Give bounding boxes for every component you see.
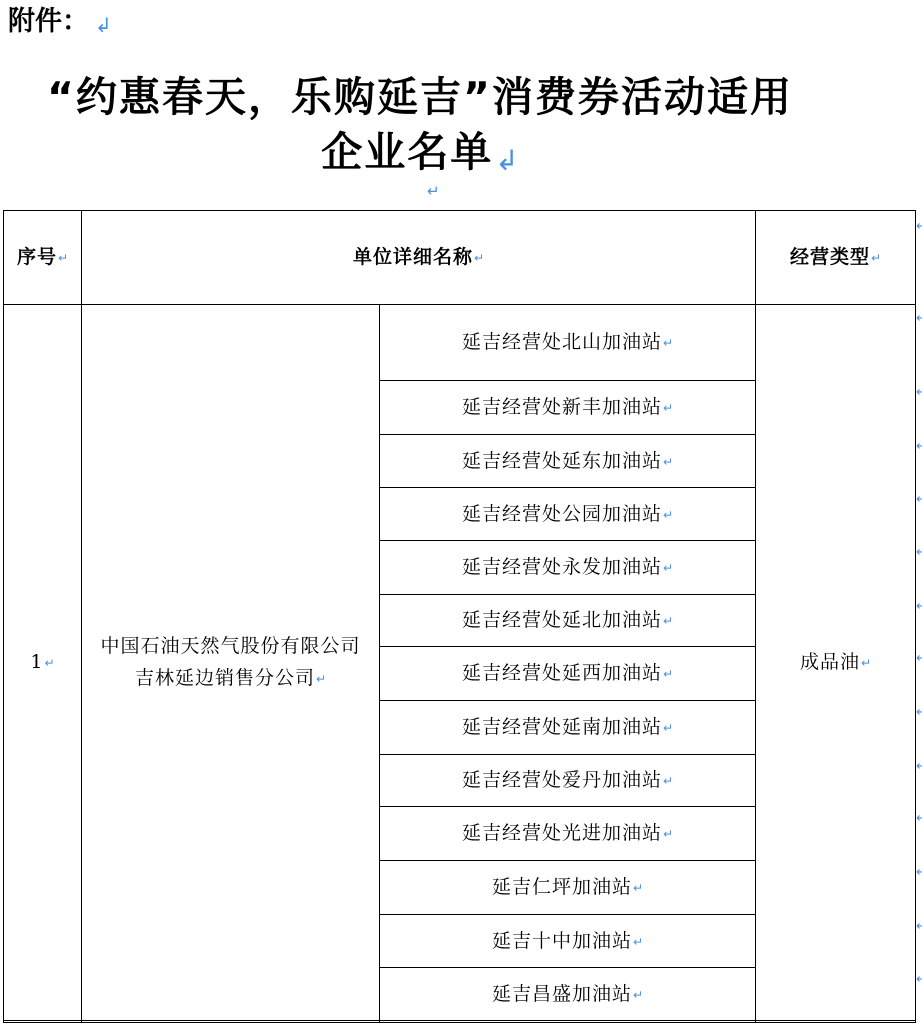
title-line-2 bbox=[0, 125, 840, 188]
station-name: 延吉十中加油站 bbox=[491, 929, 632, 952]
paragraph-mark-icon bbox=[663, 721, 673, 735]
enterprise-table-wrapper bbox=[3, 210, 916, 1024]
paragraph-mark-icon bbox=[663, 667, 673, 681]
row-index: 1 bbox=[30, 651, 44, 673]
row-index-cell bbox=[4, 305, 82, 1021]
station-cell bbox=[380, 541, 756, 595]
row-end-mark-icon bbox=[916, 600, 922, 614]
header-unit-name: 单位详细名称 bbox=[352, 246, 473, 268]
title-line-1-text: “约惠春天，乐购延吉”消费券活动适用 bbox=[47, 73, 793, 121]
row-end-mark-icon bbox=[916, 546, 922, 560]
station-name: 延吉经营处公园加油站 bbox=[461, 502, 662, 525]
paragraph-mark-icon bbox=[58, 251, 68, 265]
paragraph-mark-icon bbox=[861, 656, 871, 670]
station-name: 延吉经营处永发加油站 bbox=[461, 556, 662, 578]
header-business-type: 经营类型 bbox=[789, 246, 870, 268]
row-end-mark-icon bbox=[916, 493, 922, 507]
station-cell bbox=[380, 861, 756, 915]
row-end-mark-icon bbox=[916, 973, 922, 987]
attachment-label-line bbox=[8, 4, 112, 43]
partial-cell bbox=[4, 1021, 82, 1023]
station-name: 延吉经营处延南加油站 bbox=[461, 716, 662, 738]
paragraph-mark-icon bbox=[45, 656, 55, 670]
row-end-mark-icon bbox=[916, 440, 922, 454]
empty-paragraph-mark-icon bbox=[427, 182, 440, 200]
station-cell bbox=[380, 968, 756, 1021]
paragraph-mark-icon bbox=[663, 336, 673, 350]
row-end-mark-icon bbox=[916, 760, 922, 774]
paragraph-mark-icon bbox=[95, 13, 112, 37]
station-cell bbox=[380, 701, 756, 755]
station-name: 延吉经营处光进加油站 bbox=[461, 822, 662, 844]
company-name-line: 中国石油天然气股份有限公司 bbox=[100, 635, 361, 657]
header-unit-name-cell bbox=[82, 211, 756, 305]
company-name-line: 吉林延边销售分公司 bbox=[134, 667, 315, 689]
row-end-mark-icon bbox=[916, 812, 922, 826]
table-row bbox=[4, 305, 916, 381]
station-name: 延吉仁坪加油站 bbox=[491, 876, 632, 898]
station-name: 延吉经营处延东加油站 bbox=[461, 449, 662, 472]
paragraph-mark-icon bbox=[871, 251, 881, 265]
row-end-mark-icon bbox=[916, 386, 922, 400]
station-name: 延吉经营处延北加油站 bbox=[461, 609, 662, 631]
row-end-mark-icon bbox=[916, 652, 922, 666]
paragraph-mark-icon bbox=[663, 508, 673, 522]
row-end-mark-icon bbox=[916, 866, 922, 880]
paragraph-mark-icon bbox=[316, 672, 326, 686]
paragraph-mark-icon bbox=[495, 144, 518, 177]
paragraph-mark-icon bbox=[633, 881, 643, 895]
paragraph-mark-icon bbox=[663, 614, 673, 628]
title-line-1 bbox=[0, 70, 840, 125]
table-header-row bbox=[4, 211, 916, 305]
row-end-mark-icon bbox=[916, 220, 922, 234]
enterprise-table bbox=[3, 210, 916, 1023]
company-name-cell bbox=[82, 305, 380, 1021]
partial-cell bbox=[380, 1021, 756, 1023]
station-cell bbox=[380, 647, 756, 701]
table-row-next-partial bbox=[4, 1021, 916, 1023]
partial-cell bbox=[82, 1021, 380, 1023]
station-cell bbox=[380, 305, 756, 381]
title-line-2-text: 企业名单 bbox=[321, 128, 494, 176]
row-end-mark-icon bbox=[916, 706, 922, 720]
header-index: 序号 bbox=[16, 246, 57, 268]
station-name: 延吉经营处北山加油站 bbox=[461, 331, 662, 353]
station-name: 延吉经营处爱丹加油站 bbox=[461, 769, 662, 791]
station-cell bbox=[380, 755, 756, 807]
paragraph-mark-icon bbox=[663, 401, 673, 415]
station-cell bbox=[380, 435, 756, 488]
paragraph-mark-icon bbox=[474, 251, 484, 265]
business-type: 成品油 bbox=[799, 651, 860, 673]
header-business-type-cell bbox=[756, 211, 916, 305]
paragraph-mark-icon bbox=[633, 988, 643, 1002]
station-cell bbox=[380, 381, 756, 435]
attachment-label: 附件： bbox=[8, 6, 89, 37]
station-cell bbox=[380, 595, 756, 647]
station-cell bbox=[380, 807, 756, 861]
paragraph-mark-icon bbox=[663, 561, 673, 575]
partial-cell bbox=[756, 1021, 916, 1023]
row-end-mark-icon bbox=[916, 312, 922, 326]
row-end-mark-icon bbox=[916, 920, 922, 934]
station-name: 延吉昌盛加油站 bbox=[491, 982, 632, 1005]
station-cell bbox=[380, 915, 756, 968]
paragraph-mark-icon bbox=[663, 455, 673, 469]
station-name: 延吉经营处延西加油站 bbox=[461, 662, 662, 684]
station-name: 延吉经营处新丰加油站 bbox=[461, 396, 662, 418]
document-title bbox=[0, 70, 840, 188]
header-index-cell bbox=[4, 211, 82, 305]
station-cell bbox=[380, 488, 756, 541]
business-type-cell bbox=[756, 305, 916, 1021]
paragraph-mark-icon bbox=[663, 827, 673, 841]
paragraph-mark-icon bbox=[663, 774, 673, 788]
paragraph-mark-icon bbox=[633, 935, 643, 949]
